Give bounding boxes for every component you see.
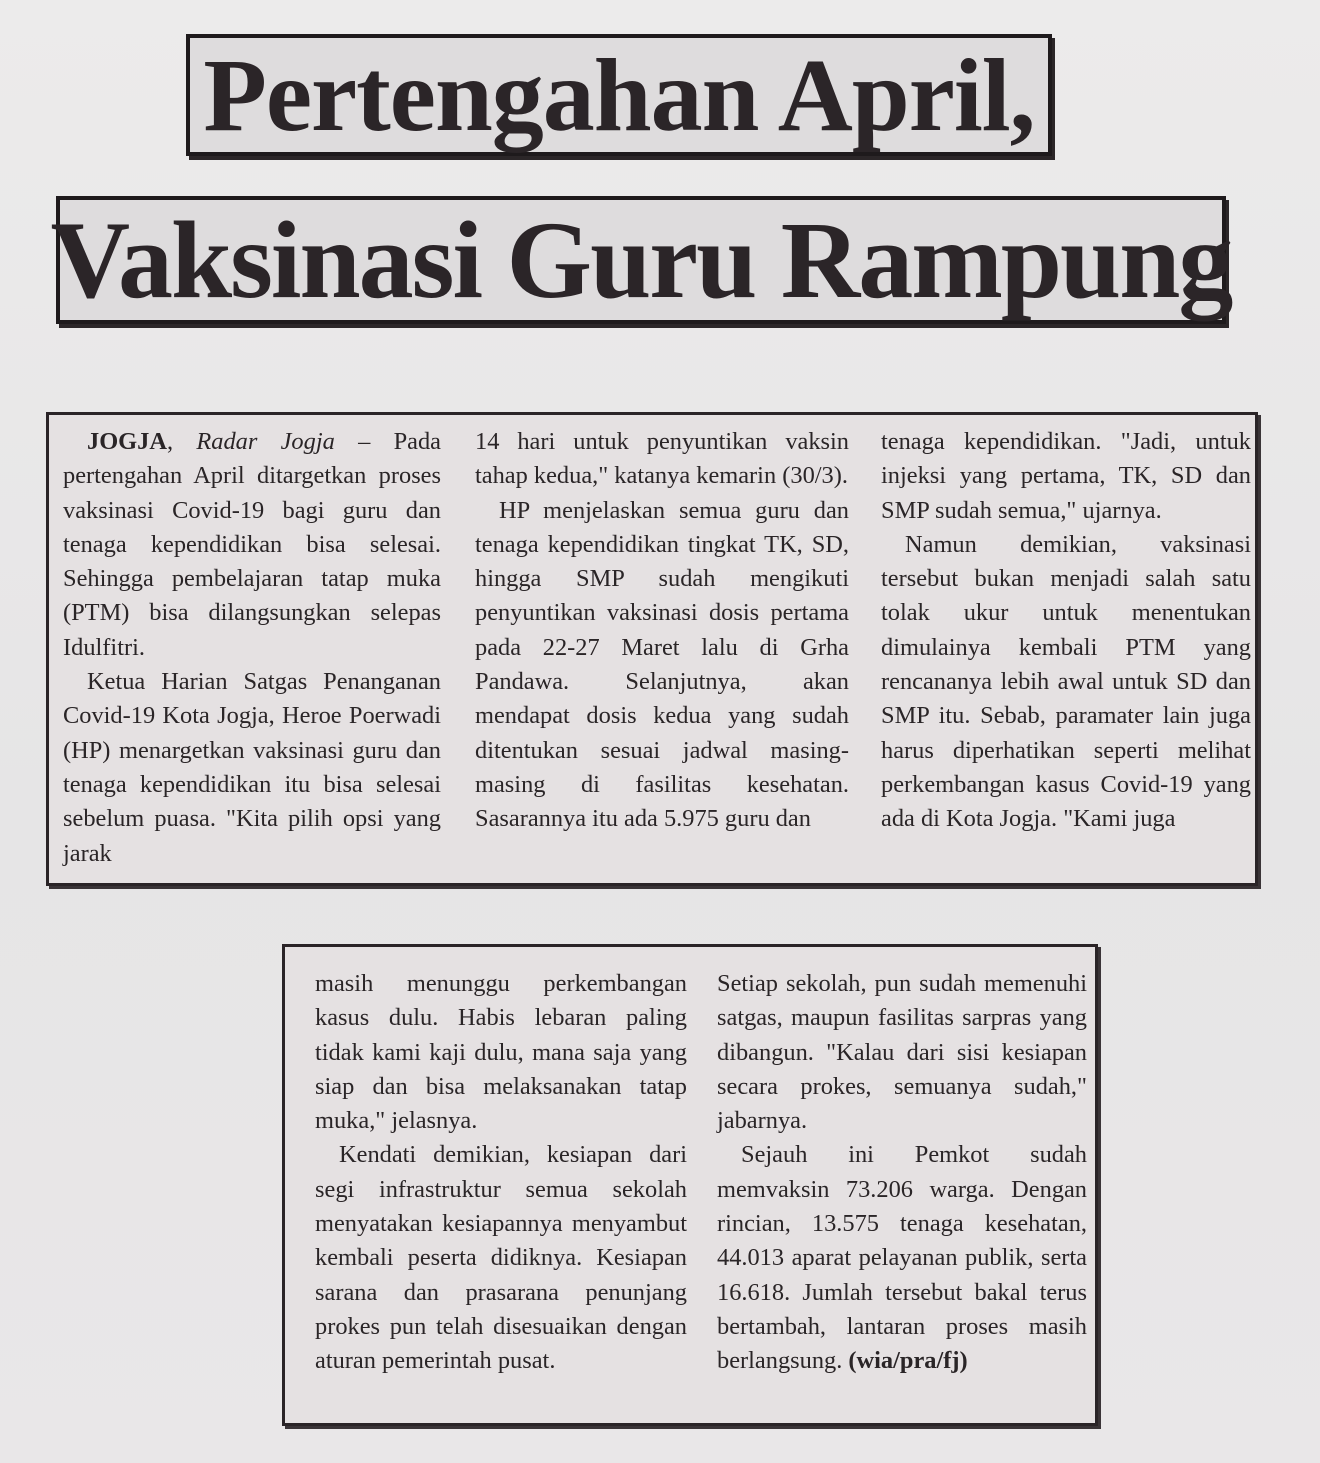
paragraph-5-continued: Setiap sekolah, pun sudah memenuhi satgas, maupun fasilitas sarpras yang dibangun. "Kalau dari sisi kesiapan secara prokes, semuanya sudah," jabarnya. (717, 970, 1087, 1135)
article-block-1 (46, 412, 1258, 886)
lead-paragraph: JOGJA, Radar Jogja – Pada pertengahan April ditargetkan proses vaksinasi Covid-19 bagi guru dan tenaga kependidikan bisa selesai. Sehingga pembelajaran tatap muka (PTM) bisa dilangsungkan selepas Idulfitri. (63, 428, 441, 661)
source-name: Radar Jogja (196, 428, 335, 455)
paragraph-6 (717, 1138, 1087, 1378)
paragraph-4: Namun demikian, vaksinasi tersebut bukan menjadi salah satu tolak ukur untuk menentukan dimulainya kembali PTM yang rencananya lebih awal untuk SD dan SMP itu. Sebab, paramater lain juga harus diperhatikan seperti melihat perkembangan kasus Covid-19 yang ada di Kota Jogja. "Kami juga (881, 530, 1251, 833)
paragraph-4-continued: masih menunggu perkembangan kasus dulu. Habis lebaran paling tidak kami kaji dulu, mana saja yang siap dan bisa melaksanakan tatap muka," jelasnya. (315, 970, 687, 1135)
lead-text: – Pada pertengahan April ditargetkan proses vaksinasi Covid-19 bagi guru dan tenaga kependidikan bisa selesai. Sehingga pembelajaran tatap muka (PTM) bisa dilangsungkan selepas Idulfitri. (63, 428, 441, 661)
paragraph-2-continued: 14 hari untuk penyuntikan vaksin tahap kedua," katanya kemarin (30/3). (475, 428, 849, 490)
paragraph-2: Ketua Harian Satgas Penanganan Covid-19 Kota Jogja, Heroe Poerwadi (HP) menargetkan vaksinasi guru dan tenaga kependidikan itu bisa selesai sebelum puasa. "Kita pilih opsi yang jarak (63, 668, 441, 867)
paragraph-3: HP menjelaskan semua guru dan tenaga kependidikan tingkat TK, SD, hingga SMP sudah mengikuti penyuntikan vaksinasi dosis pertama pada 22-27 Maret lalu di Grha Pandawa. Selanjutnya, akan mendapat dosis kedua yang sudah ditentukan sesuai jadwal masing-masing di fasilitas kesehatan. Sasarannya itu ada 5.975 guru dan (475, 496, 849, 833)
headline-line-2 (50, 196, 1232, 324)
paragraph-6-text: Sejauh ini Pemkot sudah memvaksin 73.206 warga. Dengan rincian, 13.575 tenaga kesehatan, 44.013 aparat pelayanan publik, serta 16.618. Jumlah tersebut bakal terus bertambah, lantaran proses masih berlangsung. (717, 1141, 1087, 1375)
article-column-5 (717, 967, 1087, 1379)
article-column-3 (881, 425, 1251, 837)
article-column-2 (475, 425, 849, 837)
article-column-4 (315, 967, 687, 1379)
article-block-2 (282, 944, 1098, 1426)
paragraph-3-continued: tenaga kependidikan. "Jadi, untuk injeksi yang pertama, TK, SD dan SMP sudah semua," ujarnya. (881, 428, 1251, 524)
headline-line-2-text: Vaksinasi Guru Rampung (50, 198, 1232, 321)
article-column-1 (63, 425, 441, 871)
headline-line-1-text: Pertengahan April, (203, 37, 1035, 153)
headline-line-1 (186, 34, 1052, 156)
paragraph-5: Kendati demikian, kesiapan dari segi infrastruktur semua sekolah menyatakan kesiapannya menyambut kembali peserta didiknya. Kesiapan sarana dan prasarana penunjang prokes pun telah disesuaikan dengan aturan pemerintah pusat. (315, 1141, 687, 1375)
author-signature: (wia/pra/fj) (848, 1347, 968, 1375)
dateline: JOGJA (87, 428, 167, 455)
